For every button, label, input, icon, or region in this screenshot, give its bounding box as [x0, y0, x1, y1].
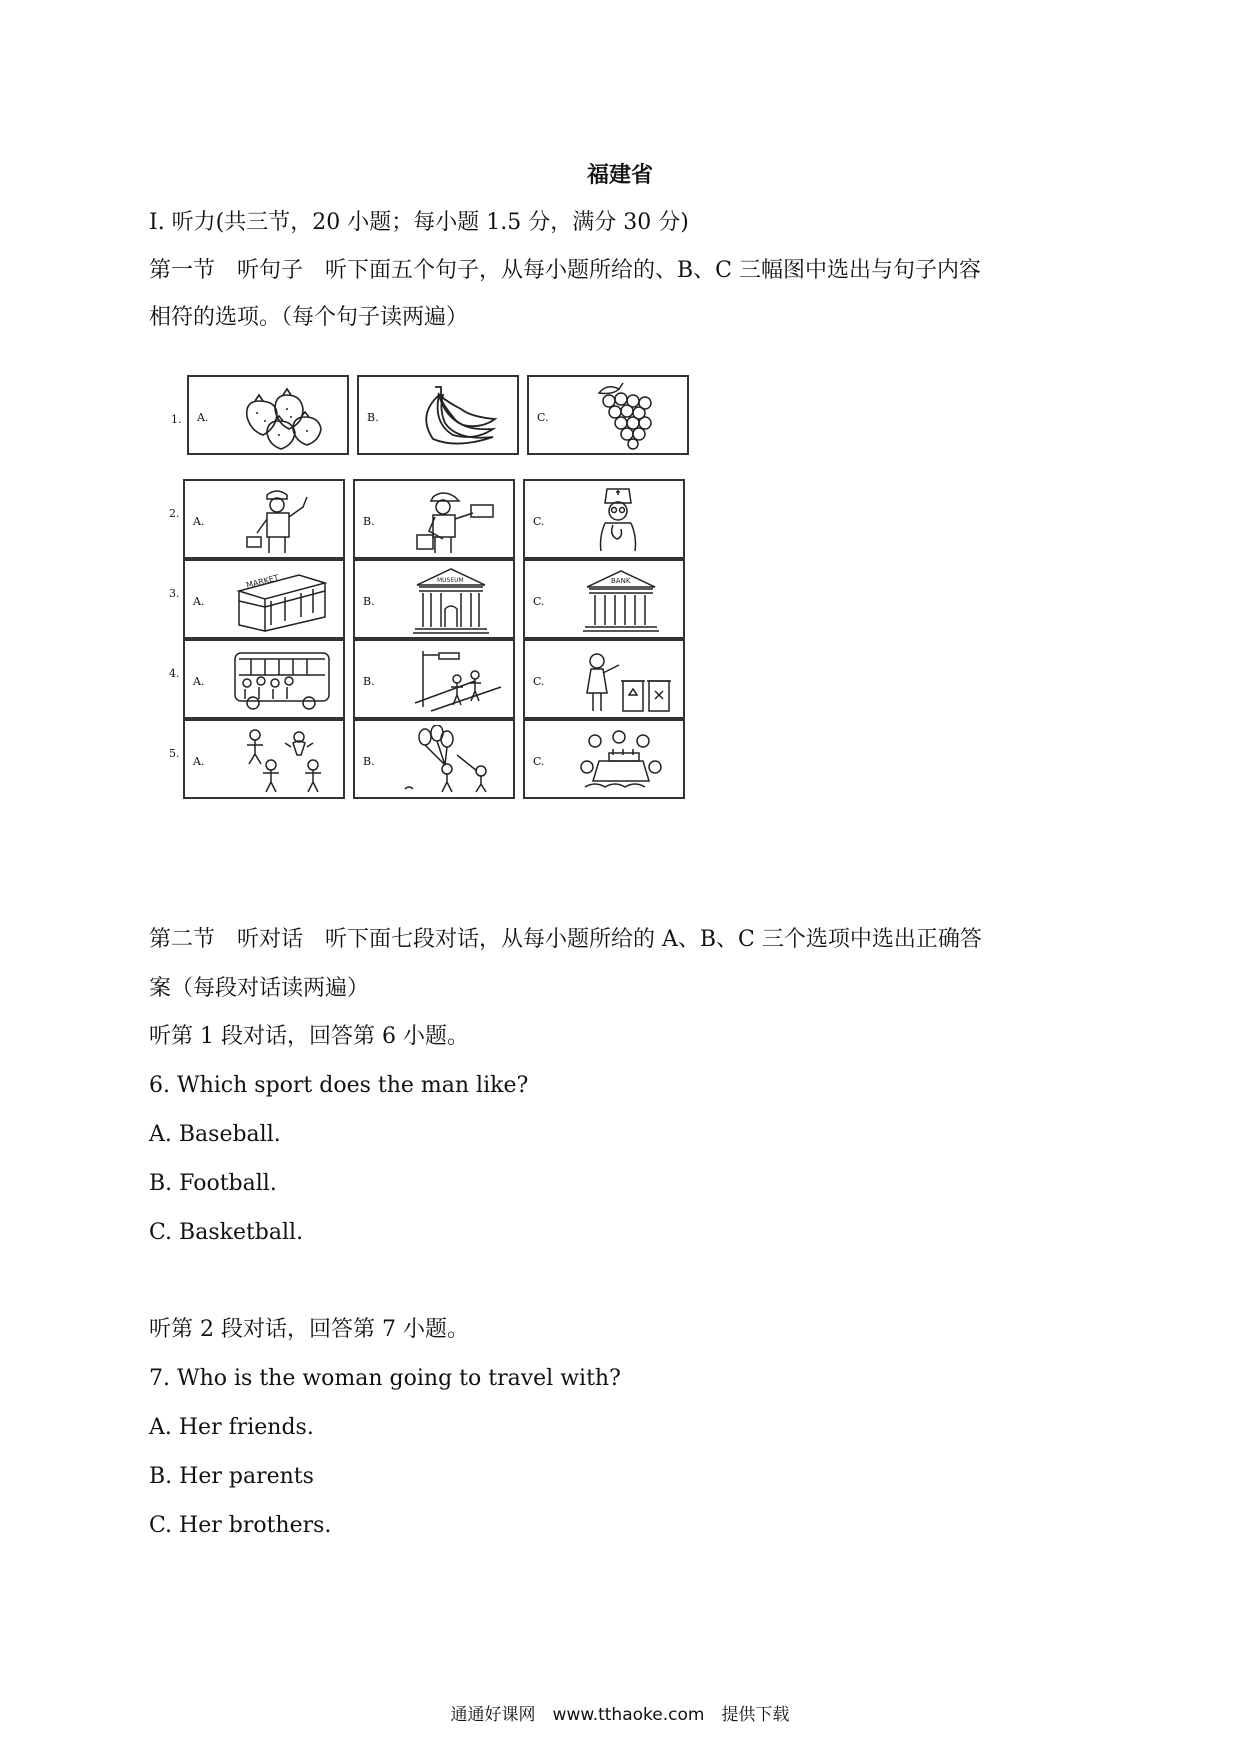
question-6-option-b: B. Football.: [149, 1171, 277, 1196]
option-label: C.: [533, 595, 545, 608]
option-3b[interactable]: [353, 559, 515, 639]
option-label: B.: [363, 515, 375, 528]
option-label: B.: [363, 595, 375, 608]
option-3c[interactable]: [523, 559, 685, 639]
question-7-option-c: C. Her brothers.: [149, 1513, 332, 1538]
option-1a[interactable]: [187, 375, 349, 455]
question-number: 1.: [171, 413, 182, 426]
option-label: A.: [193, 515, 205, 528]
question-6: 6. Which sport does the man like?: [149, 1073, 529, 1098]
option-1b[interactable]: [357, 375, 519, 455]
option-label: A.: [193, 755, 205, 768]
market-icon: [225, 565, 335, 635]
option-4c[interactable]: [523, 639, 685, 719]
option-3a[interactable]: [183, 559, 345, 639]
option-label: C.: [537, 411, 549, 424]
option-1c[interactable]: [527, 375, 689, 455]
market-sign: MARKET: [245, 573, 280, 590]
option-label: C.: [533, 675, 545, 688]
question-number: 5.: [169, 747, 180, 760]
crowded-bus-icon: [225, 645, 335, 715]
question-6-option-c: C. Basketball.: [149, 1220, 304, 1245]
bank-sign: BANK: [611, 577, 631, 585]
option-label: B.: [363, 675, 375, 688]
option-4a[interactable]: [183, 639, 345, 719]
option-5a[interactable]: [183, 719, 345, 799]
listening-section-header: I. 听力(共三节，20 小题；每小题 1.5 分，满分 30 分): [149, 210, 689, 235]
dialog-2-intro: 听第 2 段对话，回答第 7 小题。: [149, 1317, 469, 1342]
option-label: A.: [197, 411, 209, 424]
dialog-1-intro: 听第 1 段对话，回答第 6 小题。: [149, 1024, 469, 1049]
museum-icon: [395, 565, 505, 635]
option-label: C.: [533, 755, 545, 768]
picture-question-grid: [165, 375, 745, 835]
option-2a[interactable]: [183, 479, 345, 559]
page-footer: 通通好课网 www.tthaoke.com 提供下载: [450, 1705, 790, 1725]
bananas-icon: [399, 381, 509, 451]
bank-icon: [565, 565, 675, 635]
recycling-bins-icon: [565, 645, 675, 715]
museum-sign: MUSEUM: [437, 577, 464, 584]
part1-instruction-line1: 第一节 听句子 听下面五个句子，从每小题所给的、B、C 三幅图中选出与句子内容: [149, 258, 981, 283]
part1-instruction-line2: 相符的选项。（每个句子读两遍）: [149, 305, 469, 330]
question-7: 7. Who is the woman going to travel with?: [149, 1366, 621, 1391]
option-5c[interactable]: [523, 719, 685, 799]
question-number: 3.: [169, 587, 180, 600]
doctor-icon: [565, 485, 675, 555]
option-label: B.: [367, 411, 379, 424]
grapes-icon: [569, 381, 679, 451]
dancing-kids-icon: [225, 725, 335, 795]
option-label: A.: [193, 595, 205, 608]
worker-icon: [225, 485, 335, 555]
option-label: A.: [193, 675, 205, 688]
option-label: B.: [363, 755, 375, 768]
option-2b[interactable]: [353, 479, 515, 559]
question-7-option-a: A. Her friends.: [149, 1415, 314, 1440]
option-label: C.: [533, 515, 545, 528]
question-number: 2.: [169, 507, 180, 520]
question-7-option-b: B. Her parents: [149, 1464, 314, 1489]
party-table-icon: [565, 725, 675, 795]
part2-instruction-line2: 案（每段对话读两遍）: [149, 976, 370, 1001]
page-title: 福建省: [586, 163, 653, 188]
option-2c[interactable]: [523, 479, 685, 559]
question-number: 4.: [169, 667, 180, 680]
balloon-kids-icon: [395, 725, 505, 795]
question-6-option-a: A. Baseball.: [149, 1122, 281, 1147]
option-4b[interactable]: [353, 639, 515, 719]
option-5b[interactable]: [353, 719, 515, 799]
crossing-road-icon: [395, 645, 505, 715]
part2-instruction-line1: 第二节 听对话 听下面七段对话，从每小题所给的 A、B、C 三个选项中选出正确答: [149, 927, 982, 952]
strawberries-icon: [229, 381, 339, 451]
postman-icon: [395, 485, 505, 555]
